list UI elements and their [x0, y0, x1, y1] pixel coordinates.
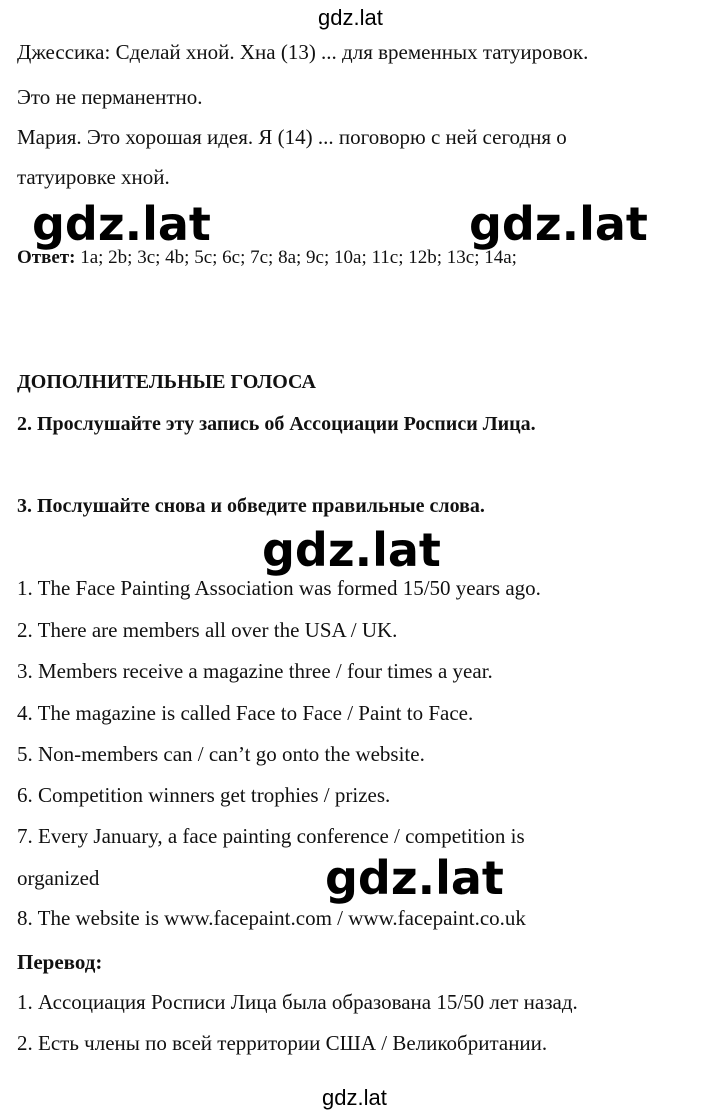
translation-2: 2. Есть члены по всей территории США / Великобритании.	[17, 1031, 548, 1055]
translation-label: Перевод:	[17, 950, 103, 974]
item-7-cont: organized	[17, 866, 100, 890]
watermark-top: gdz.lat	[318, 5, 383, 30]
watermark-large-3: gdz.lat	[262, 523, 441, 577]
dialog-line-4: татуировке хной.	[17, 165, 170, 189]
item-4: 4. The magazine is called Face to Face / Paint to Face.	[17, 701, 474, 725]
watermark-bottom: gdz.lat	[322, 1085, 387, 1110]
dialog-line-1: Джессика: Сделай хной. Хна (13) ... для временных татуировок.	[17, 40, 589, 64]
item-3: 3. Members receive a magazine three / four times a year.	[17, 659, 493, 683]
task-3: 3. Послушайте снова и обведите правильные слова.	[17, 495, 485, 517]
watermark-large-1: gdz.lat	[32, 197, 211, 251]
item-1: 1. The Face Painting Association was formed 15/50 years ago.	[17, 576, 541, 600]
answer-text: 1a; 2b; 3c; 4b; 5c; 6c; 7c; 8a; 9c; 10a; 11c; 12b; 13c; 14a;	[80, 247, 517, 268]
watermark-large-2: gdz.lat	[469, 197, 648, 251]
answer-label: Ответ:	[17, 247, 76, 268]
watermark-large-4: gdz.lat	[325, 851, 504, 905]
task-2: 2. Прослушайте эту запись об Ассоциации Росписи Лица.	[17, 413, 536, 435]
item-6: 6. Competition winners get trophies / prizes.	[17, 783, 391, 807]
item-8: 8. The website is www.facepaint.com / www.facepaint.co.uk	[17, 906, 526, 930]
translation-1: 1. Ассоциация Росписи Лица была образована 15/50 лет назад.	[17, 990, 578, 1014]
item-2: 2. There are members all over the USA / UK.	[17, 618, 398, 642]
item-5: 5. Non-members can / can’t go onto the website.	[17, 742, 425, 766]
item-7: 7. Every January, a face painting conference / competition is	[17, 824, 525, 848]
section-title: ДОПОЛНИТЕЛЬНЫЕ ГОЛОСА	[17, 371, 316, 393]
dialog-line-2: Это не перманентно.	[17, 85, 203, 109]
dialog-line-3: Мария. Это хорошая идея. Я (14) ... поговорю с ней сегодня о	[17, 125, 567, 149]
